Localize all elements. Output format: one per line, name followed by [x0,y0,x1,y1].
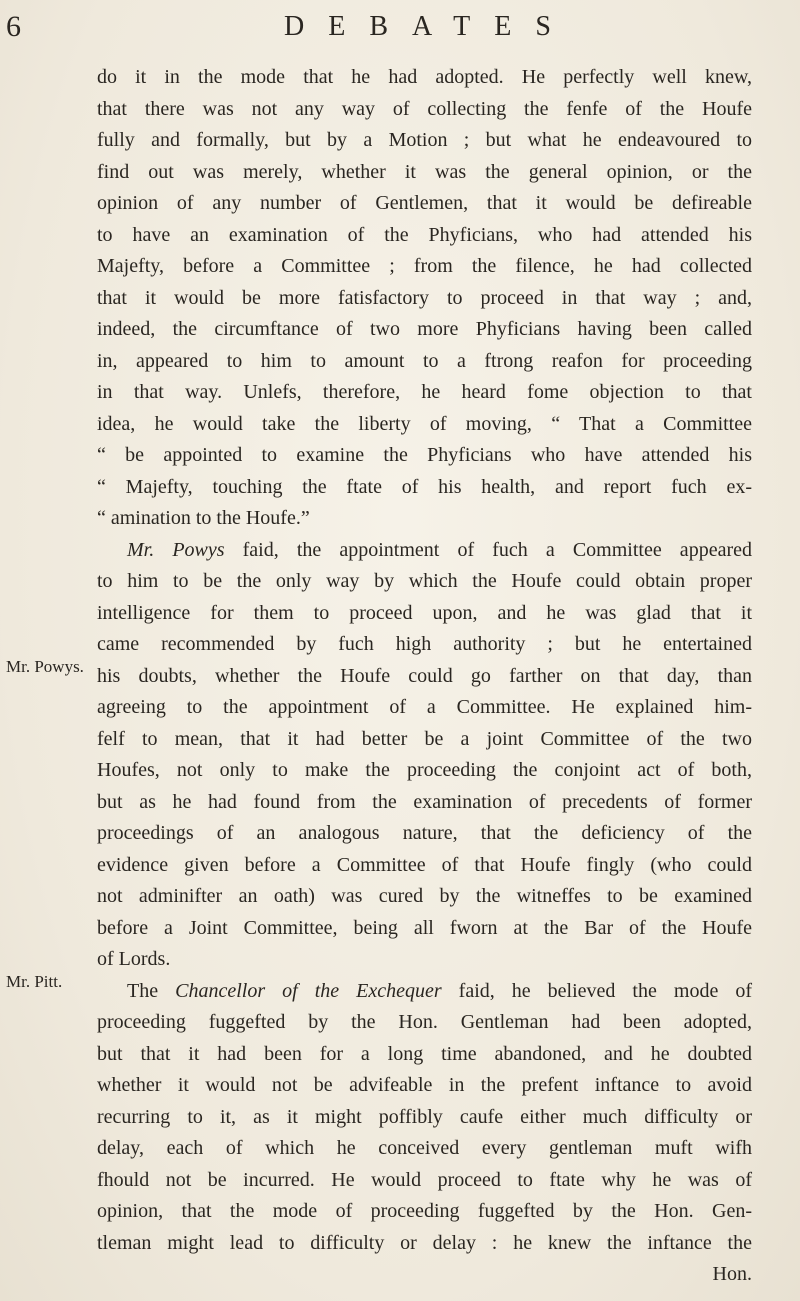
margin-note-pitt: Mr. Pitt. [6,972,63,991]
text-line: “ amination to the Houfe.” [97,507,310,529]
text-line: delay, each of which he conceived every gentleman muft wifh [97,1137,752,1159]
text-line: felf to mean, that it had better be a joint Committee of the two [97,727,752,750]
text-line: find out was merely, whether it was the general opinion, or the [97,160,752,183]
text-line: idea, he would take the liberty of moving, “ That a Committee [97,412,752,435]
text-line: indeed, the circumftance of two more Phyficians having been called [97,318,752,340]
running-head: DEBATES [284,11,575,42]
text-line: that there was not any way of collecting the fenfe of the Houfe [97,97,752,120]
text-line: “ Majefty, touching the ftate of his health, and report fuch ex- [97,475,752,498]
margin-note-powys: Mr. Powys. [6,657,84,676]
text-line-first [97,976,752,1008]
text-line: that it would be more fatisfactory to proceed in that way ; and, [97,286,752,309]
text-line: proceeding fuggefted by the Hon. Gentleman had been adopted, [97,1011,752,1033]
text-line-first [97,535,752,567]
paragraph-2 [97,535,752,976]
speaker-name: Chancellor of the Exchequer [175,979,442,1002]
text-line: came recommended by fuch high authority ; but he entertained [97,633,752,655]
text-line: but that it had been for a long time abandoned, and he doubted [97,1042,752,1065]
text-line: recurring to it, as it might poffibly caufe either much difficulty or [97,1105,752,1128]
text-line: to him to be the only way by which the Houfe could obtain proper [97,570,752,592]
text-line: intelligence for them to proceed upon, and he was glad that it [97,601,752,624]
speaker-name: Mr. Powys [127,538,225,561]
text-line: do it in the mode that he had adopted. He perfectly well knew, [97,66,752,88]
catchword: Hon. [712,1263,752,1285]
text-line: before a Joint Committee, being all fworn at the Bar of the Houfe [97,916,752,939]
paragraph-1 [97,62,752,535]
text-line: “ be appointed to examine the Phyficians who have attended his [97,444,752,466]
text-line: fully and formally, but by a Motion ; but what he endeavoured to [97,129,752,151]
text-line: but as he had found from the examination of precedents of former [97,790,752,813]
text-line: of Lords. [97,948,171,970]
text-line: agreeing to the appointment of a Committee. He explained him- [97,696,752,718]
page-number: 6 [6,10,21,43]
text-line: fhould not be incurred. He would proceed to ftate why he was of [97,1168,752,1191]
text-line: Majefty, before a Committee ; from the filence, he had collected [97,255,752,277]
text-line: in that way. Unlefs, therefore, he heard fome objection to that [97,381,752,403]
text-line: whether it would not be advifeable in the prefent inftance to avoid [97,1074,752,1096]
text-run: faid, the appointment of fuch a Committee appeared [224,538,752,561]
text-line: evidence given before a Committee of that Houfe fingly (who could [97,853,752,876]
text-line: tleman might lead to difficulty or delay : he knew the inftance the [97,1231,752,1254]
text-line: Houfes, not only to make the proceeding the conjoint act of both, [97,759,752,781]
text-line: not adminifter an oath) was cured by the witneffes to be examined [97,885,752,907]
text-line: to have an examination of the Phyficians, who had attended his [97,223,752,246]
text-line: proceedings of an analogous nature, that the deficiency of the [97,822,752,844]
text-line: his doubts, whether the Houfe could go farther on that day, than [97,664,752,687]
paragraph-3 [97,976,752,1260]
text-line: in, appeared to him to amount to a ftrong reafon for proceeding [97,349,752,372]
text-run: The [127,979,176,1002]
body-text [97,62,752,1291]
text-line: opinion of any number of Gentlemen, that it would be defireable [97,192,752,214]
text-run: faid, he believed the mode of [441,979,752,1002]
text-line: opinion, that the mode of proceeding fuggefted by the Hon. Gen- [97,1200,752,1222]
